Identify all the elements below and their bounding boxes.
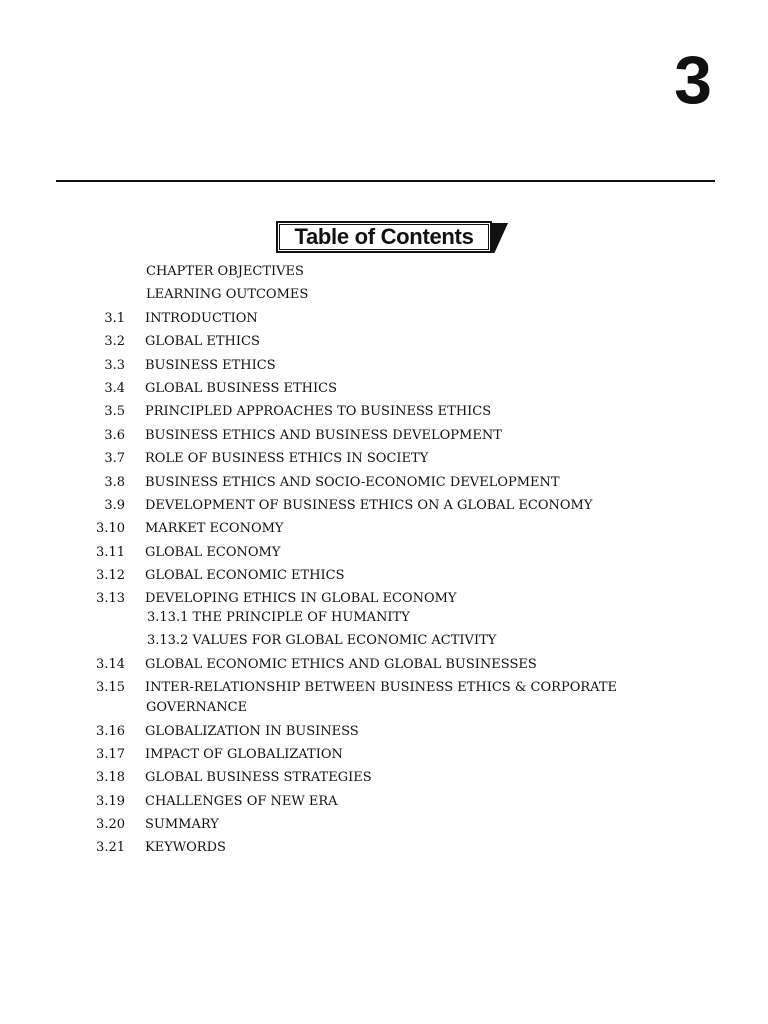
- toc-entry-title: GLOBAL ETHICS: [145, 334, 260, 350]
- toc-entry-continuation: [0, 698, 768, 721]
- toc-entry-number: 3.21: [96, 840, 125, 856]
- toc-entry-title: GLOBAL ECONOMIC ETHICS AND GLOBAL BUSINESSES: [145, 656, 537, 672]
- toc-entry-number: 3.18: [96, 770, 125, 786]
- toc-entry-title: 3.13.1 THE PRINCIPLE OF HUMANITY: [147, 609, 410, 625]
- toc-entry: [0, 768, 768, 791]
- toc-entry-title: DEVELOPMENT OF BUSINESS ETHICS ON A GLOBAL ECONOMY: [145, 497, 593, 513]
- toc-entry-title: GLOBAL ECONOMIC ETHICS: [145, 568, 345, 584]
- toc-entry: [0, 262, 768, 285]
- toc-entry-title: GLOBALIZATION IN BUSINESS: [145, 723, 359, 739]
- toc-entry-title: DEVELOPING ETHICS IN GLOBAL ECONOMY: [145, 591, 457, 607]
- toc-entry-title: BUSINESS ETHICS AND BUSINESS DEVELOPMENT: [145, 427, 502, 443]
- toc-entry-title: LEARNING OUTCOMES: [146, 287, 309, 303]
- toc-entry: [0, 745, 768, 768]
- toc-entry: [0, 285, 768, 308]
- toc-entry-title: INTER-RELATIONSHIP BETWEEN BUSINESS ETHICS & CORPORATE: [145, 680, 617, 696]
- toc-entry-title: BUSINESS ETHICS: [145, 357, 276, 373]
- horizontal-rule: [56, 180, 715, 182]
- toc-entry-number: 3.14: [96, 656, 125, 672]
- toc-entry: [0, 543, 768, 566]
- toc-title-inner-border: [279, 224, 489, 250]
- toc-entry: [0, 309, 768, 332]
- toc-entry-title: PRINCIPLED APPROACHES TO BUSINESS ETHICS: [145, 404, 492, 420]
- toc-entry-title: CHAPTER OBJECTIVES: [146, 264, 304, 279]
- toc-entry-title: GOVERNANCE: [146, 700, 248, 716]
- toc-entry-number: 3.15: [96, 680, 125, 696]
- toc-entry-title: GLOBAL BUSINESS ETHICS: [145, 380, 337, 396]
- toc-entry: [0, 426, 768, 449]
- toc-entry: [0, 589, 768, 608]
- toc-entry: [0, 566, 768, 589]
- toc-entry-number: 3.3: [104, 357, 125, 373]
- toc-entry: [0, 332, 768, 355]
- toc-entry: [0, 519, 768, 542]
- toc-entry-number: 3.10: [96, 521, 125, 537]
- toc-subentry: [0, 631, 768, 654]
- toc-entry-number: 3.17: [96, 746, 125, 762]
- toc-entry-title: INTRODUCTION: [145, 310, 258, 326]
- toc-entry: [0, 792, 768, 815]
- toc-entry-number: 3.20: [96, 817, 125, 833]
- toc-entry-title: BUSINESS ETHICS AND SOCIO-ECONOMIC DEVELOPMENT: [145, 474, 560, 490]
- toc-entry: [0, 655, 768, 678]
- toc-subentry: [0, 608, 768, 631]
- toc-entry-title: KEYWORDS: [145, 840, 226, 856]
- toc-entry-title: ROLE OF BUSINESS ETHICS IN SOCIETY: [145, 451, 429, 467]
- chapter-number: 3: [674, 42, 712, 118]
- toc-entry: [0, 815, 768, 838]
- toc-entry-title: GLOBAL BUSINESS STRATEGIES: [145, 770, 372, 786]
- toc-entry: [0, 496, 768, 519]
- toc-entry: [0, 402, 768, 425]
- toc-entry-number: 3.12: [96, 568, 125, 584]
- toc-entry-number: 3.7: [104, 451, 125, 467]
- toc-title-text: Table of Contents: [294, 224, 474, 249]
- toc-entry: [0, 722, 768, 745]
- toc-entry: [0, 473, 768, 496]
- toc-entry-number: 3.13: [96, 591, 125, 607]
- toc-entry-number: 3.5: [104, 404, 125, 420]
- toc-entry-number: 3.16: [96, 723, 125, 739]
- toc-entry: [0, 356, 768, 379]
- toc-entry: [0, 449, 768, 472]
- toc-entry-title: IMPACT OF GLOBALIZATION: [145, 746, 343, 762]
- toc-entry-number: 3.19: [96, 793, 125, 809]
- toc-entry-number: 3.8: [104, 474, 125, 490]
- toc-entry-title: MARKET ECONOMY: [145, 521, 284, 537]
- toc-entry: [0, 379, 768, 402]
- toc-entry-title: 3.13.2 VALUES FOR GLOBAL ECONOMIC ACTIVITY: [147, 633, 497, 649]
- toc-entry-number: 3.6: [104, 427, 125, 443]
- toc-title: [276, 221, 492, 253]
- toc-entry-number: 3.1: [104, 310, 125, 326]
- toc-entry: [0, 678, 768, 698]
- toc-entry-title: GLOBAL ECONOMY: [145, 544, 281, 560]
- toc-entry-number: 3.9: [104, 497, 125, 513]
- toc-entry-title: SUMMARY: [145, 817, 219, 833]
- toc-list: [0, 262, 768, 862]
- toc-entry: [0, 838, 768, 861]
- toc-entry-number: 3.11: [96, 544, 125, 560]
- toc-title-box: [276, 221, 508, 257]
- toc-entry-title: CHALLENGES OF NEW ERA: [145, 793, 338, 809]
- toc-entry-number: 3.2: [104, 334, 125, 350]
- toc-entry-number: 3.4: [104, 380, 125, 396]
